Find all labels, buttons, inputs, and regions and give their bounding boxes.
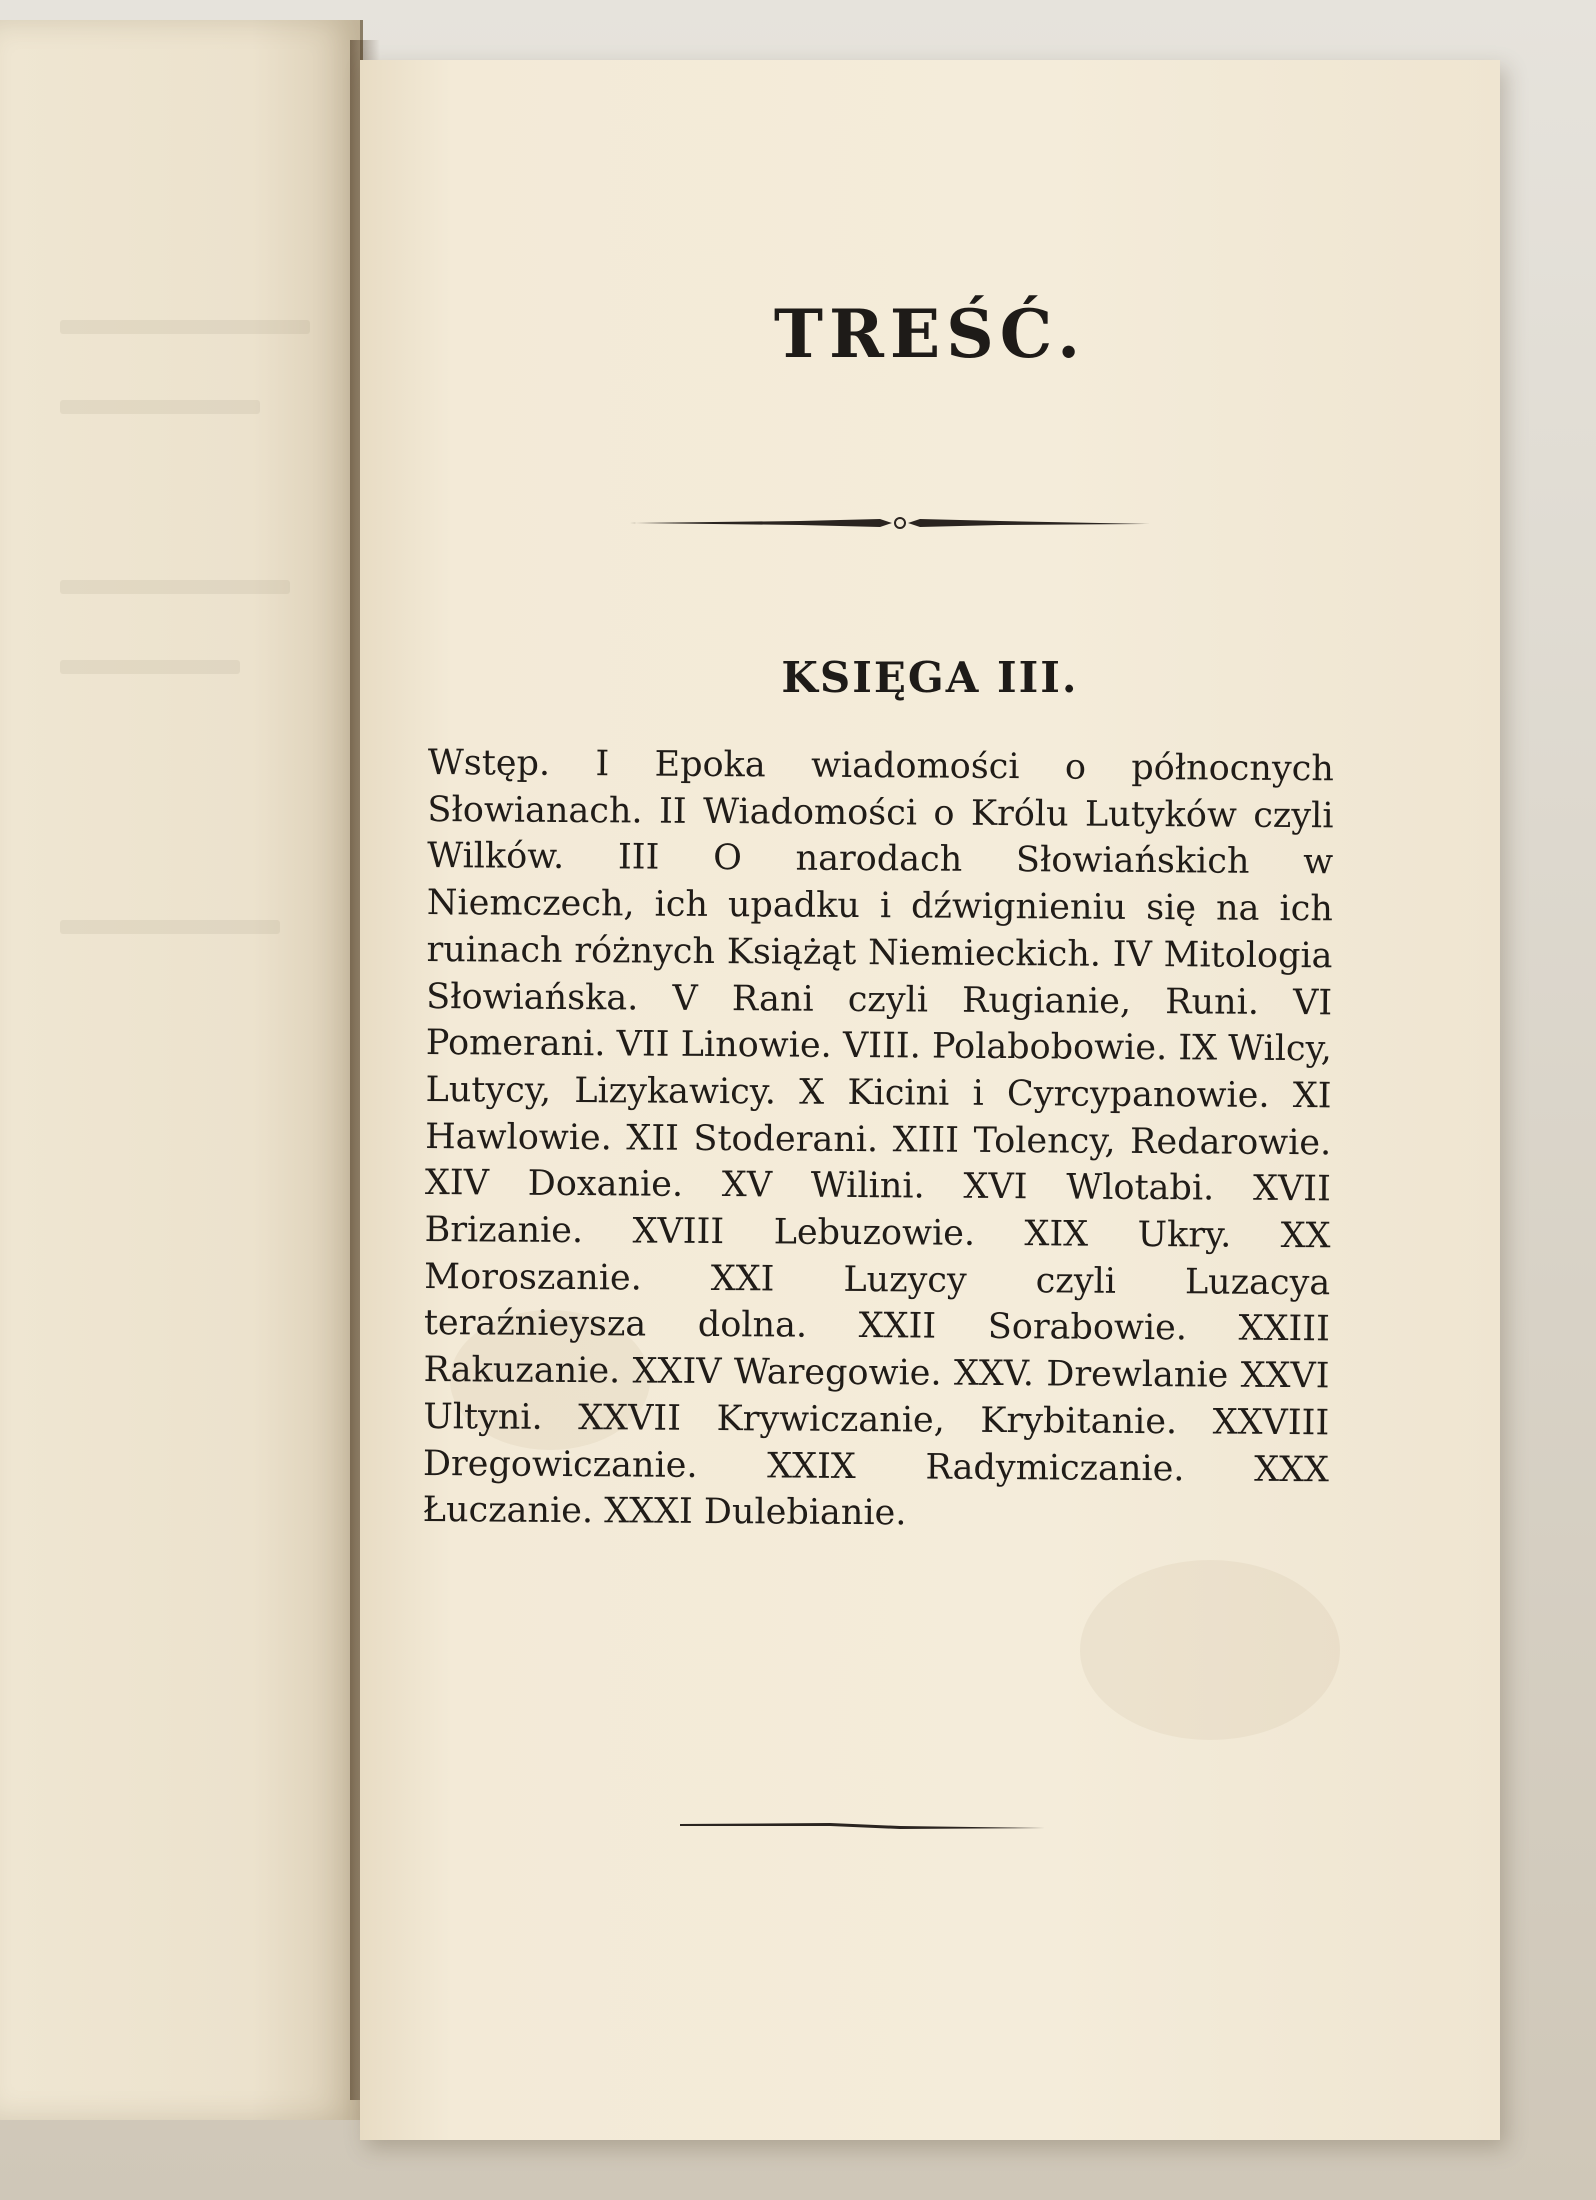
left-page: [0, 20, 363, 2120]
show-through-text: [60, 580, 290, 594]
closing-rule: [680, 1820, 1045, 1832]
table-of-contents-text: Wstęp. I Epoka wiadomości o północnych Słowianach. II Wiadomości o Królu Lutyków czyli Wilków. III O narodach Słowiańskich w Niemczech, ich upadku i dźwignieniu się na ich ruinach różnych Książąt Niemieckich. IV Mitologia Słowiańska. V Rani czyli Rugianie, Runi. VI Pomerani. VII Linowie. VIII. Polabobowie. IX Wilcy, Lutycy, Lizykawicy. X Kicini i Cyrcypanowie. XI Hawlowie. XII Stoderani. XIII Tolency, Redarowie. XIV Doxanie. XV Wilini. XVI Wlotabi. XVII Brizanie. XVIII Lebuzowie. XIX Ukry. XX Moroszanie. XXI Luzycy czyli Luzacya teraźnieysza dolna. XXII Sorabowie. XXIII Rakuzanie. XXIV Waregowie. XXV. Drewlanie XXVI Ultyni. XXVII Krywiczanie, Krybitanie. XXVIII Dregowiczanie. XXIX Radymiczanie. XXX Łuczanie. XXXI Dulebianie.: [422, 742, 1334, 1534]
show-through-text: [60, 920, 280, 934]
page-title: TREŚĆ.: [773, 295, 1087, 373]
show-through-text: [60, 660, 240, 674]
book-heading: KSIĘGA III.: [781, 653, 1079, 702]
show-through-text: [60, 400, 260, 414]
ornamental-rule: [630, 515, 1150, 531]
right-page: [360, 60, 1500, 2140]
show-through-text: [60, 320, 310, 334]
paper-stain: [1080, 1560, 1340, 1740]
